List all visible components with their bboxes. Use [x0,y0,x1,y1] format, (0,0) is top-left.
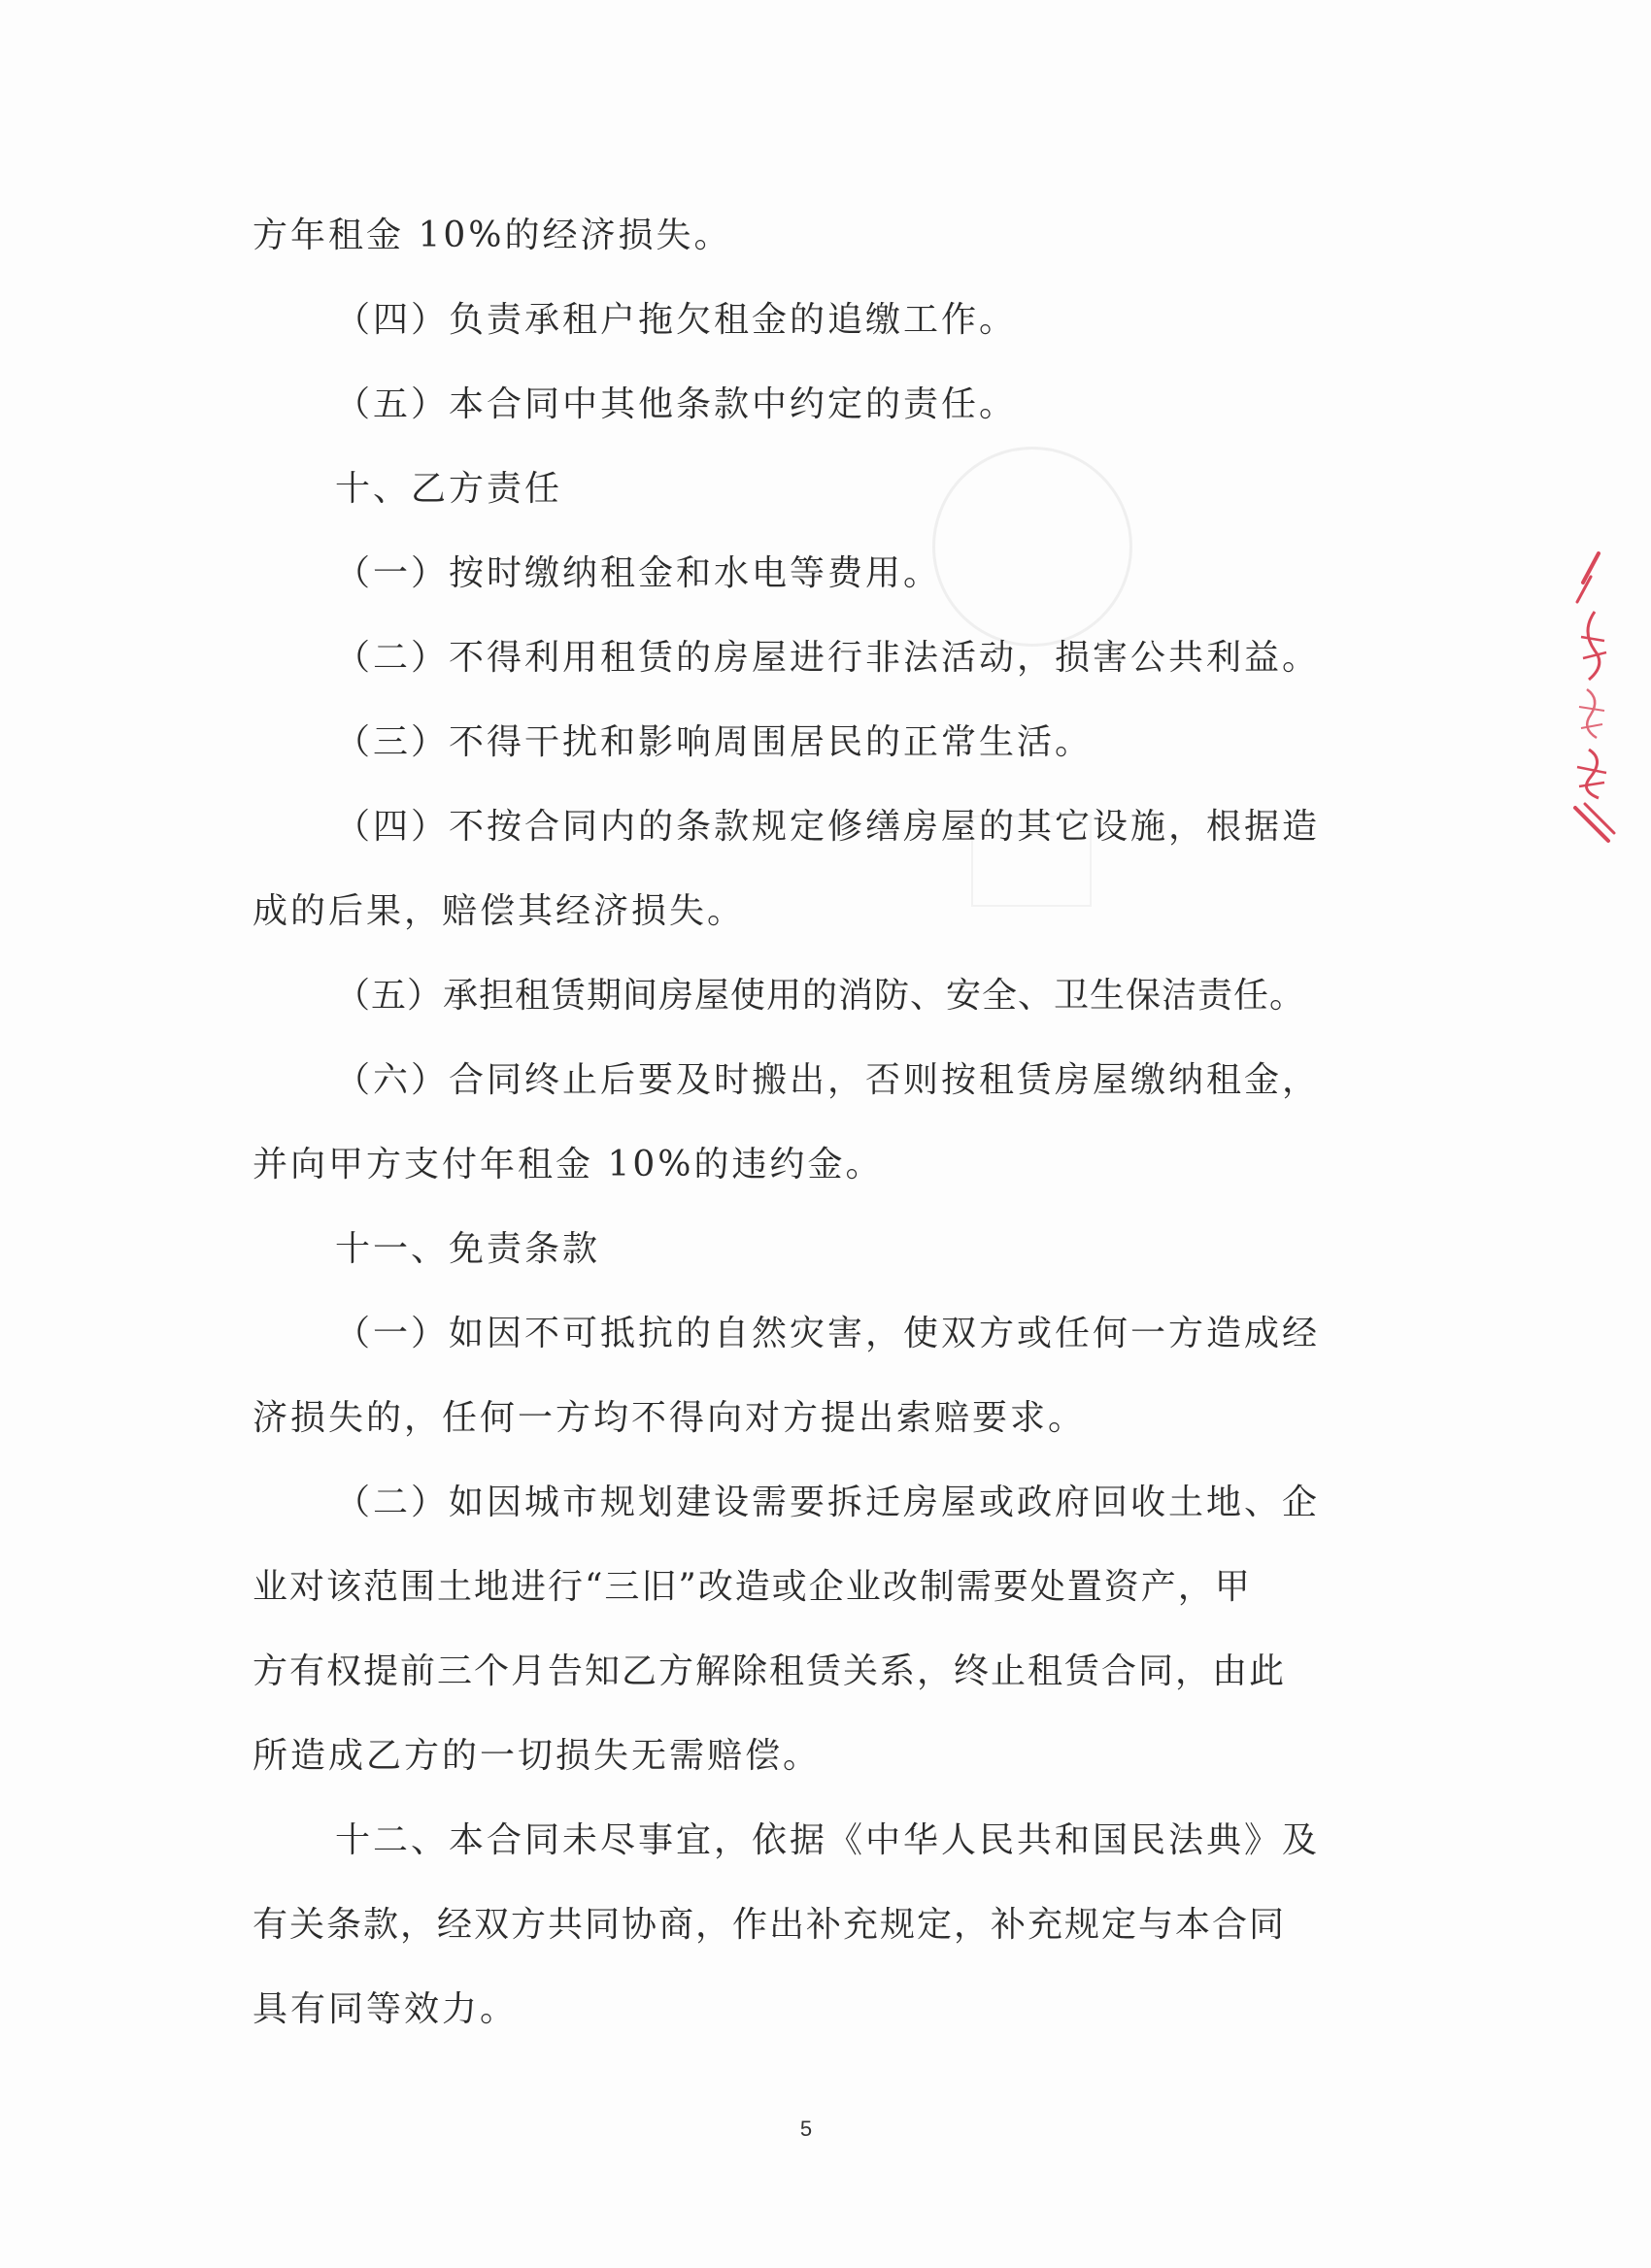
text-line-10: （五）承担租赁期间房屋使用的消防、安全、卫生保洁责任。 [335,976,1306,1016]
text-line-19: 所造成乙方的一切损失无需赔偿。 [253,1736,822,1776]
text-line-12: 并向甲方支付年租金 10%的违约金。 [253,1145,884,1184]
section-heading-10: 十、乙方责任 [335,469,563,509]
text-line-6: （二）不得利用租赁的房屋进行非法活动，损害公共利益。 [335,638,1321,678]
text-line-2: （四）负责承租户拖欠租金的追缴工作。 [335,300,1018,340]
text-line-18: 方有权提前三个月告知乙方解除租赁关系，终止租赁合同，由此 [253,1651,1287,1691]
text-line-9: 成的后果，赔偿其经济损失。 [253,891,746,931]
text-line-1: 方年租金 10%的经济损失。 [253,216,732,255]
faint-seal-mark [932,447,1132,647]
text-line-7: （三）不得干扰和影响周围居民的正常生活。 [335,722,1094,762]
section-heading-12: 十二、本合同未尽事宜，依据《中华人民共和国民法典》及 [335,1820,1321,1860]
text-line-8: （四）不按合同内的条款规定修缮房屋的其它设施，根据造 [335,807,1321,847]
red-seal-stamp [1562,544,1620,854]
text-line-15: 济损失的，任何一方均不得向对方提出索赔要求。 [253,1398,1087,1438]
page-number: 5 [799,2117,813,2141]
text-line-14: （一）如因不可抵抗的自然灾害，使双方或任何一方造成经 [335,1314,1321,1353]
text-line-17: 业对该范围土地进行“三旧”改造或企业改制需要处置资产，甲 [253,1567,1252,1607]
text-line-22: 具有同等效力。 [253,1989,519,2029]
text-line-11: （六）合同终止后要及时搬出，否则按租赁房屋缴纳租金， [335,1060,1321,1100]
text-line-5: （一）按时缴纳租金和水电等费用。 [335,553,942,593]
text-line-16: （二）如因城市规划建设需要拆迁房屋或政府回收土地、企 [335,1483,1321,1522]
text-line-21: 有关条款，经双方共同协商，作出补充规定，补充规定与本合同 [253,1905,1287,1945]
text-line-3: （五）本合同中其他条款中约定的责任。 [335,384,1018,424]
section-heading-11: 十一、免责条款 [335,1229,601,1269]
